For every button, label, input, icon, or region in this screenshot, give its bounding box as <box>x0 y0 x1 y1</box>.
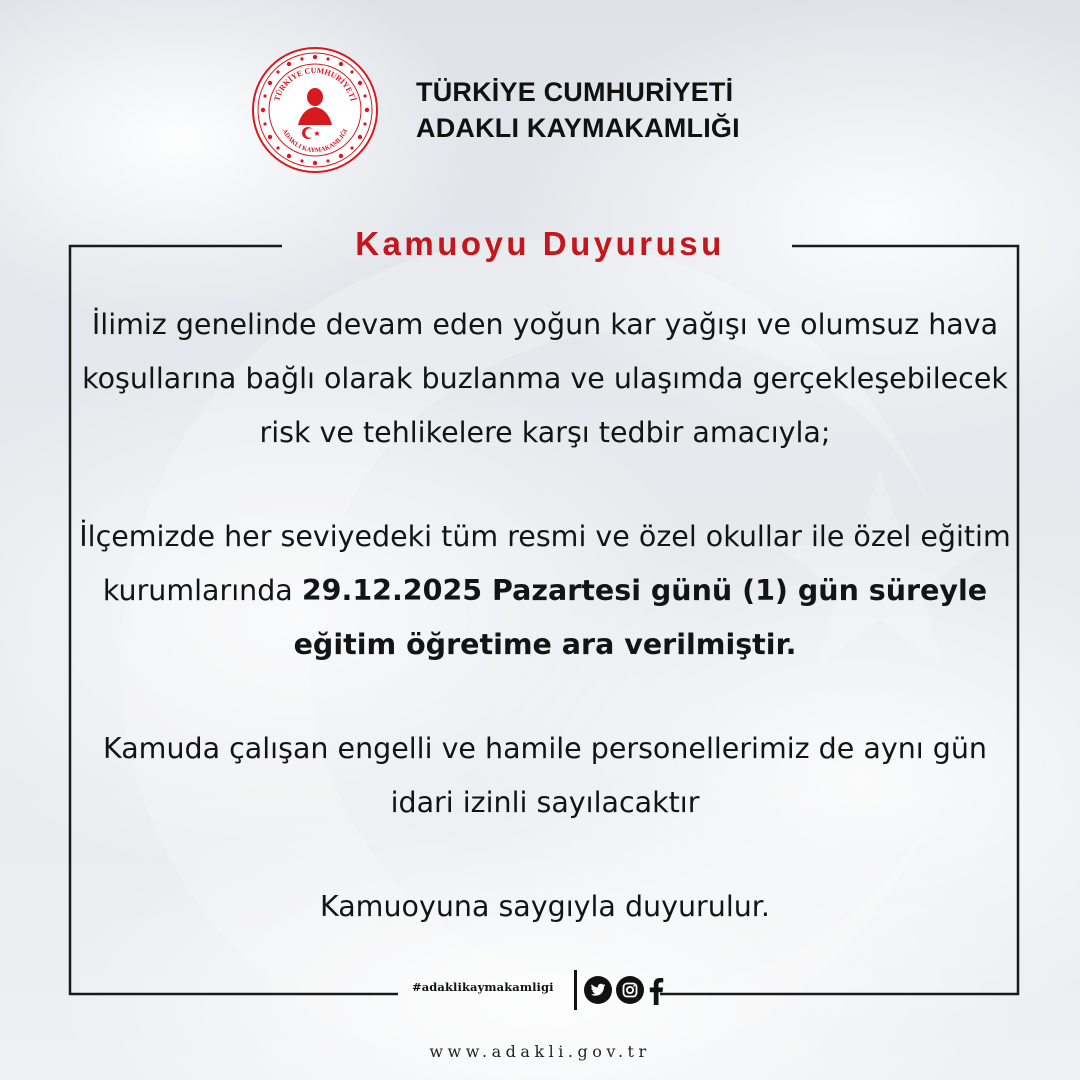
twitter-icon[interactable] <box>583 975 613 1005</box>
seal-text-top: TÜRKİYE CUMHURİYETİ <box>272 65 358 103</box>
social-links <box>574 968 665 1012</box>
announcement-body <box>75 298 1015 934</box>
org-line-2: ADAKLI KAYMAKAMLIĞI <box>416 113 740 143</box>
paragraph-1: İlimiz genelinde devam eden yoğun kar yağışı ve olumsuz hava koşullarına bağlı olarak buzlanma ve ulaşımda gerçekleşebilecek risk ve tehlikelere karşı tedbir amacıyla; <box>82 308 1008 449</box>
paragraph-2-text: İlçemizde her seviyedeki tüm resmi ve özel okullar ile özel eğitim kurumlarında <box>79 520 1011 607</box>
announcement-title: Kamuoyu Duyurusu <box>355 225 725 262</box>
instagram-icon[interactable] <box>615 975 645 1005</box>
hashtag: #adaklikaymakamligi <box>412 980 554 994</box>
website-link[interactable]: www.adakli.gov.tr <box>429 1042 651 1061</box>
social-divider <box>574 970 577 1010</box>
paragraph-2-bold: 29.12.2025 Pazartesi günü (1) gün süreyle eğitim öğretime ara verilmiştir. <box>293 574 988 661</box>
organization-name <box>416 74 740 146</box>
seal-text-bottom: ADAKLI KAYMAKAMLIĞI <box>280 128 350 155</box>
paragraph-3: Kamuda çalışan engelli ve hamile personellerimiz de aynı gün idari izinli sayılacaktır <box>103 732 987 819</box>
seal-logo <box>250 45 380 175</box>
org-line-1: TÜRKİYE CUMHURİYETİ <box>416 77 734 107</box>
paragraph-2 <box>75 510 1015 672</box>
facebook-icon[interactable] <box>647 975 665 1005</box>
paragraph-4: Kamuoyuna saygıyla duyurulur. <box>320 890 770 923</box>
header <box>250 45 740 175</box>
